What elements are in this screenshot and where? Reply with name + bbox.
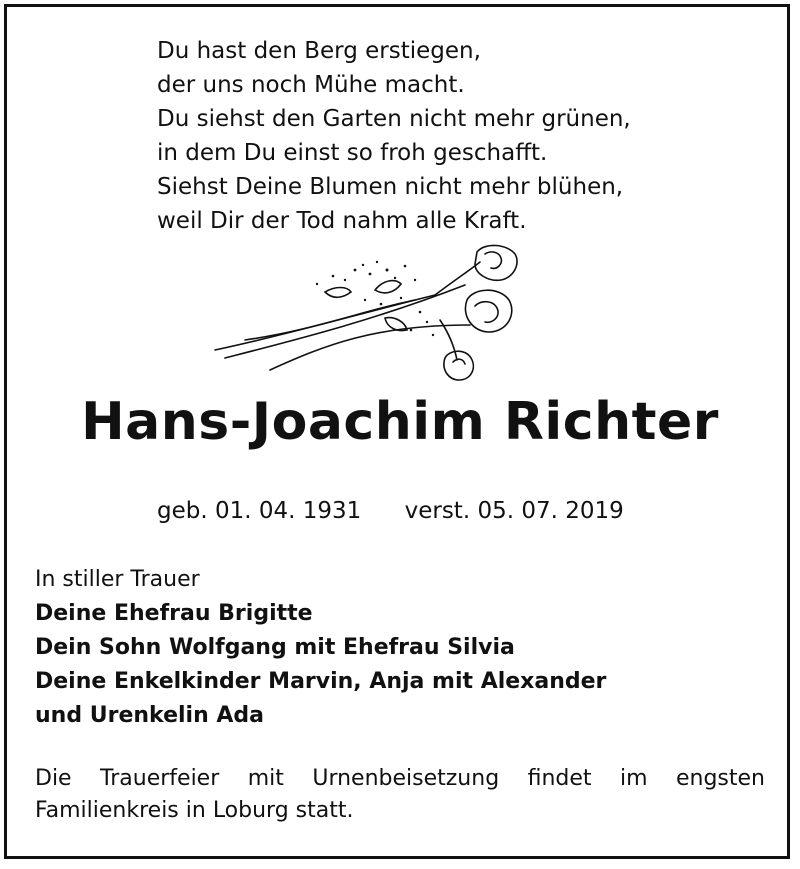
birth-date: geb. 01. 04. 1931: [157, 498, 362, 524]
death-date: verst. 05. 07. 2019: [404, 498, 624, 524]
roses-icon: [205, 240, 535, 400]
mourner-line: Deine Enkelkinder Marvin, Anja mit Alexander: [35, 669, 607, 694]
mourner-line: Dein Sohn Wolfgang mit Ehefrau Silvia: [35, 635, 515, 660]
poem-line: Du hast den Berg erstiegen,: [157, 38, 481, 64]
poem-line: Du siehst den Garten nicht mehr grünen,: [157, 106, 631, 132]
life-dates: [157, 498, 624, 524]
funeral-notice: [35, 763, 765, 827]
mourners-intro: In stiller Trauer: [35, 567, 200, 592]
poem-line: Siehst Deine Blumen nicht mehr blühen,: [157, 174, 624, 200]
poem-line: weil Dir der Tod nahm alle Kraft.: [157, 208, 527, 234]
notice-line: Familienkreis in Loburg statt.: [35, 798, 354, 823]
poem: [157, 34, 631, 238]
mourner-line: und Urenkelin Ada: [35, 703, 265, 728]
notice-line: Die Trauerfeier mit Urnenbeisetzung findet im engsten: [35, 766, 765, 791]
deceased-name: Hans-Joachim Richter: [81, 392, 719, 452]
mourners-block: [35, 563, 606, 733]
mourner-line: Deine Ehefrau Brigitte: [35, 601, 313, 626]
poem-line: in dem Du einst so froh geschafft.: [157, 140, 548, 166]
poem-line: der uns noch Mühe macht.: [157, 72, 465, 98]
